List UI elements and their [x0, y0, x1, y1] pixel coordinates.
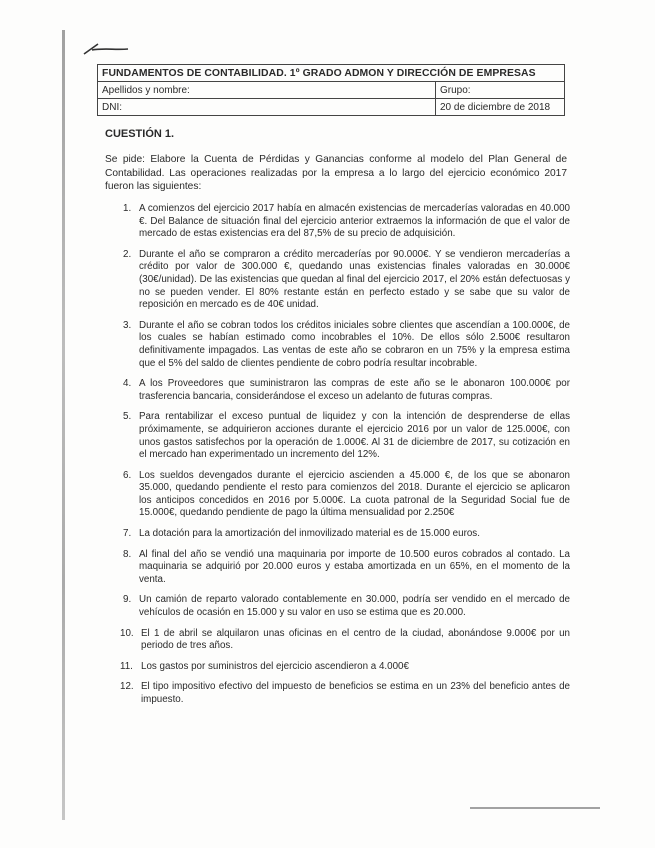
item-text: Durante el año se cobran todos los créditos iniciales sobre clientes que ascendían a 100.000€, de los cuales se habían estimado como incobrables el 10%. De ellos sólo 2.500€ resultaron definitivamente impagados. Las ventas de este año se cobraron en un 75% y la empresa estima que el 5% del saldo de clientes pendiente de cobro podría resultar incobrable.	[139, 319, 570, 369]
list-item	[105, 249, 570, 312]
item-number: 1.	[123, 203, 132, 214]
list-item	[105, 628, 570, 653]
item-number: 5.	[123, 411, 132, 423]
exam-title: FUNDAMENTOS DE CONTABILIDAD. 1º GRADO ADMON Y DIRECCIÓN DE EMPRESAS	[98, 65, 565, 82]
list-item	[105, 594, 570, 619]
group-label: Grupo:	[436, 82, 565, 99]
exam-date: 20 de diciembre de 2018	[436, 99, 565, 116]
item-text: El 1 de abril se alquilaron unas oficinas en el centro de la ciudad, abonándose 9.000€ por un periodo de tres años.	[141, 627, 570, 652]
item-number: 10.	[120, 627, 134, 639]
item-number: 7.	[123, 528, 132, 540]
item-number: 12.	[120, 681, 134, 693]
list-item	[105, 661, 570, 674]
item-text: Durante el año se compraron a crédito mercaderías por 90.000€. Y se vendieron mercaderías a crédito por valor de 300.000 €, quedando unas existencias finales valoradas en 30.000€ (30€/unidad). De las existencias que quedan al final del ejercicio 2017, el 20% están defectuosas y no se pueden vender. El 80% restante están en perfecto estado y se sabe que su valor de reposición en mercado es de 40€ unidad.	[139, 248, 570, 311]
list-item	[105, 528, 570, 541]
item-text: Al final del año se vendió una maquinaria por importe de 10.500 euros cobrados al contado. La maquinaria se adquirió por 20.000 euros y estaba amortizada en un 65%, en el momento de la venta.	[139, 548, 570, 585]
dni-label: DNI:	[98, 99, 436, 116]
pen-stroke-icon	[82, 38, 132, 58]
list-item	[105, 203, 570, 241]
item-text: A comienzos del ejercicio 2017 había en almacén existencias de mercaderías valoradas en 40.000 €. Del Balance de situación final del ejercicio anterior extraemos la información de que el valor de mercado de estas existencias era del 87,5% de su precio de adquisición.	[139, 203, 570, 240]
item-number: 3.	[123, 319, 132, 331]
item-number: 8.	[123, 548, 132, 560]
question-intro: Se pide: Elabore la Cuenta de Pérdidas y Ganancias conforme al modelo del Plan General de Contabilidad. Las operaciones realizadas por la empresa a lo largo del ejercicio económico 2017 fueron las siguientes:	[105, 154, 567, 193]
item-text: A los Proveedores que suministraron las compras de este año se le abonaron 100.000€ por trasferencia bancaria, considerándose el exceso un adelanto de futuras compras.	[139, 378, 570, 402]
list-item	[105, 320, 570, 370]
item-text: Un camión de reparto valorado contablemente en 30.000, podría ser vendido en el mercado de vehículos de ocasión en 15.000 y su valor en uso se estima que es 20.000.	[139, 594, 570, 619]
list-item	[105, 411, 570, 461]
item-text: Los sueldos devengados durante el ejercicio ascienden a 45.000 €, de los que se abonaron 35.000, quedando pendiente el resto para comienzos del 2018. Durante el ejercicio se aplicaron los anticipos concedidos en 2016 por 5.000€. La cuota patronal de la Seguridad Social fue de 15.000€, quedando pendiente de pago la última mensualidad por 2.250€	[139, 469, 570, 519]
question-heading: CUESTIÓN 1.	[105, 128, 175, 140]
list-item	[105, 549, 570, 587]
item-number: 9.	[123, 594, 132, 606]
item-text: El tipo impositivo efectivo del impuesto de beneficios se estima en un 23% del beneficio antes de impuesto.	[141, 681, 570, 705]
item-text: Los gastos por suministros del ejercicio ascendieron a 4.000€	[141, 660, 409, 672]
item-number: 6.	[123, 469, 132, 481]
item-number: 2.	[123, 248, 132, 260]
item-number: 4.	[123, 378, 132, 390]
list-item	[105, 470, 570, 520]
exam-header-table	[97, 64, 565, 116]
item-text: Para rentabilizar el exceso puntual de liquidez y con la intención de desprenderse de ellas próximamente, se adquirieron acciones durante el ejercicio 2016 por un valor de 125.000€, con unos gastos satisfechos por la operación de 1.000€. Al 31 de diciembre de 2017, su cotización en el mercado han experimentado un incremento del 12%.	[139, 411, 570, 461]
name-label: Apellidos y nombre:	[98, 82, 436, 99]
page-left-shadow	[62, 30, 65, 820]
list-item	[105, 378, 570, 403]
item-text: La dotación para la amortización del inmovilizado material es de 15.000 euros.	[139, 528, 480, 540]
item-number: 11.	[120, 660, 133, 672]
list-item	[105, 681, 570, 706]
page-bottom-mark	[470, 807, 600, 809]
operations-list	[105, 203, 570, 715]
